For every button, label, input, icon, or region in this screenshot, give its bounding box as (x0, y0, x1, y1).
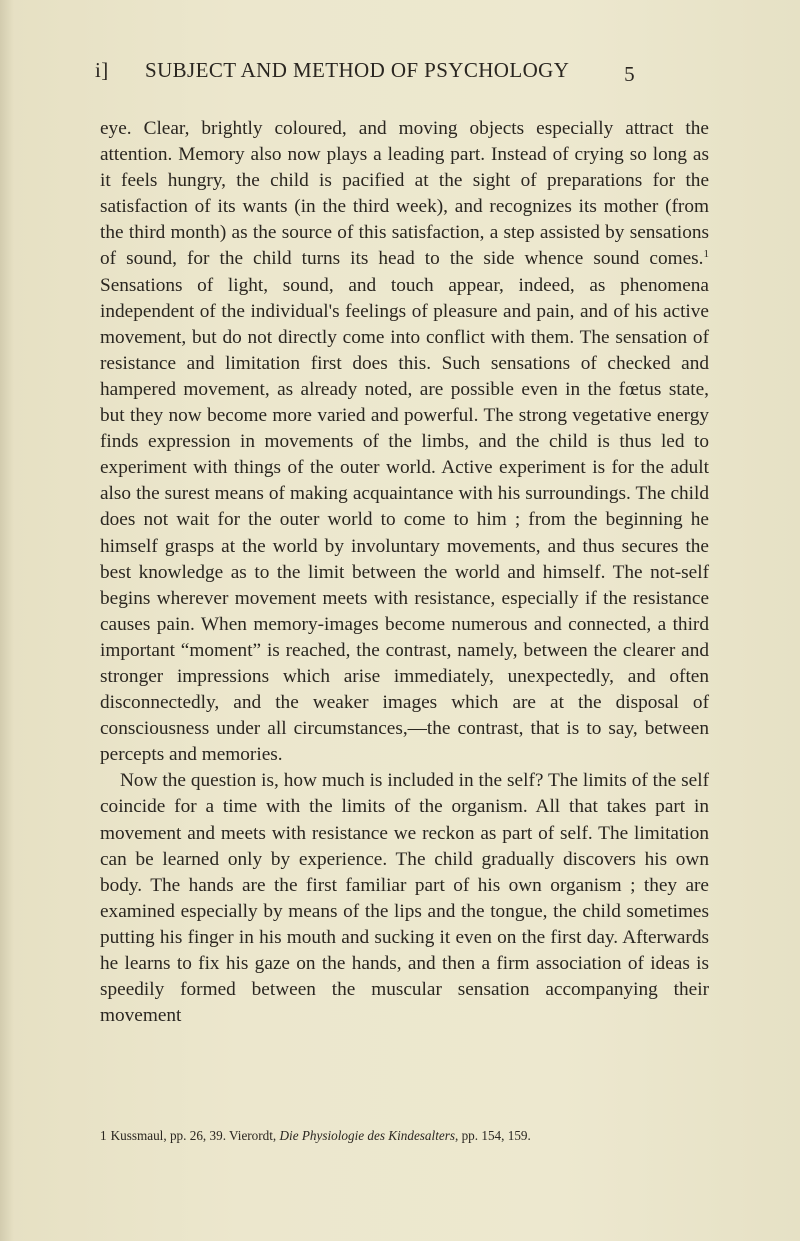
chapter-number: i] (95, 58, 109, 82)
body-text (100, 116, 709, 1029)
page-number: 5 (624, 62, 635, 86)
footnote-citation: Kussmaul, pp. 26, 39. Vierordt, (110, 1128, 280, 1143)
footnote (100, 1127, 709, 1145)
footnote-pages: , pp. 154, 159. (454, 1128, 531, 1143)
paragraph-1 (100, 116, 709, 768)
footnote-mark: 1 (100, 1128, 107, 1143)
footnote-reference[interactable]: 1 (703, 248, 709, 261)
running-title: SUBJECT AND METHOD OF PSYCHOLOGY (145, 58, 570, 82)
running-header (95, 58, 635, 88)
footnote-book-title: Die Physiologie des Kindesalters (279, 1128, 455, 1143)
paragraph-1-continuation: Sensations of light, sound, and touch appear, indeed, as phenomena independent of the individual's feelings of pleasure and pain, and of his active movement, but do not directly come into conflict with them. The sensation of resistance and limitation first does this. Such sensations of checked and hampered movement, as already noted, are possible even in the fœtus state, but they now become more varied and powerful. The strong vegetative energy finds expression in movements of the limbs, and the child is thus led to experiment with things of the outer world. Active experiment is for the adult also the surest means of making acquaintance with his surroundings. The child does not wait for the outer world to come to him ; from the beginning he himself grasps at the world by involuntary movements, and thus secures the best knowledge as to the limit between the world and himself. The not-self begins wherever movement meets with resistance, especially if the resistance causes pain. When memory-images become numerous and connected, a third important “moment” is reached, the contrast, namely, between the clearer and stronger impressions which arise immediately, unexpectedly, and often disconnectedly, and the weaker images which are at the disposal of consciousness under all circumstances,—the contrast, that is to say, between percepts and memories. (100, 274, 709, 766)
paragraph-1-text: eye. Clear, brightly coloured, and moving objects especially attract the attention. Memory also now plays a leading part. Instead of crying so long as it feels hungry, the child is pacified at the sight of preparations for the satisfaction of its wants (in the third week), and recognizes its mother (from the third month) as the source of this satisfaction, a step assisted by sensations of sound, for the child turns its head to the side whence sound comes. (100, 118, 709, 270)
paragraph-2: Now the question is, how much is included in the self? The limits of the self coincide for a time with the limits of the organism. All that takes part in movement and meets with resistance we reckon as part of self. The limitation can be learned only by experience. The child gradually discovers his own body. The hands are the first familiar part of his own organism ; they are examined especially by means of the lips and the tongue, the child sometimes putting his finger in his mouth and sucking it even on the first day. Afterwards he learns to fix his gaze on the hands, and then a firm association of ideas is speedily formed between the muscular sensation accompanying their movement (100, 770, 709, 1027)
page-edge-shadow (0, 0, 14, 1241)
